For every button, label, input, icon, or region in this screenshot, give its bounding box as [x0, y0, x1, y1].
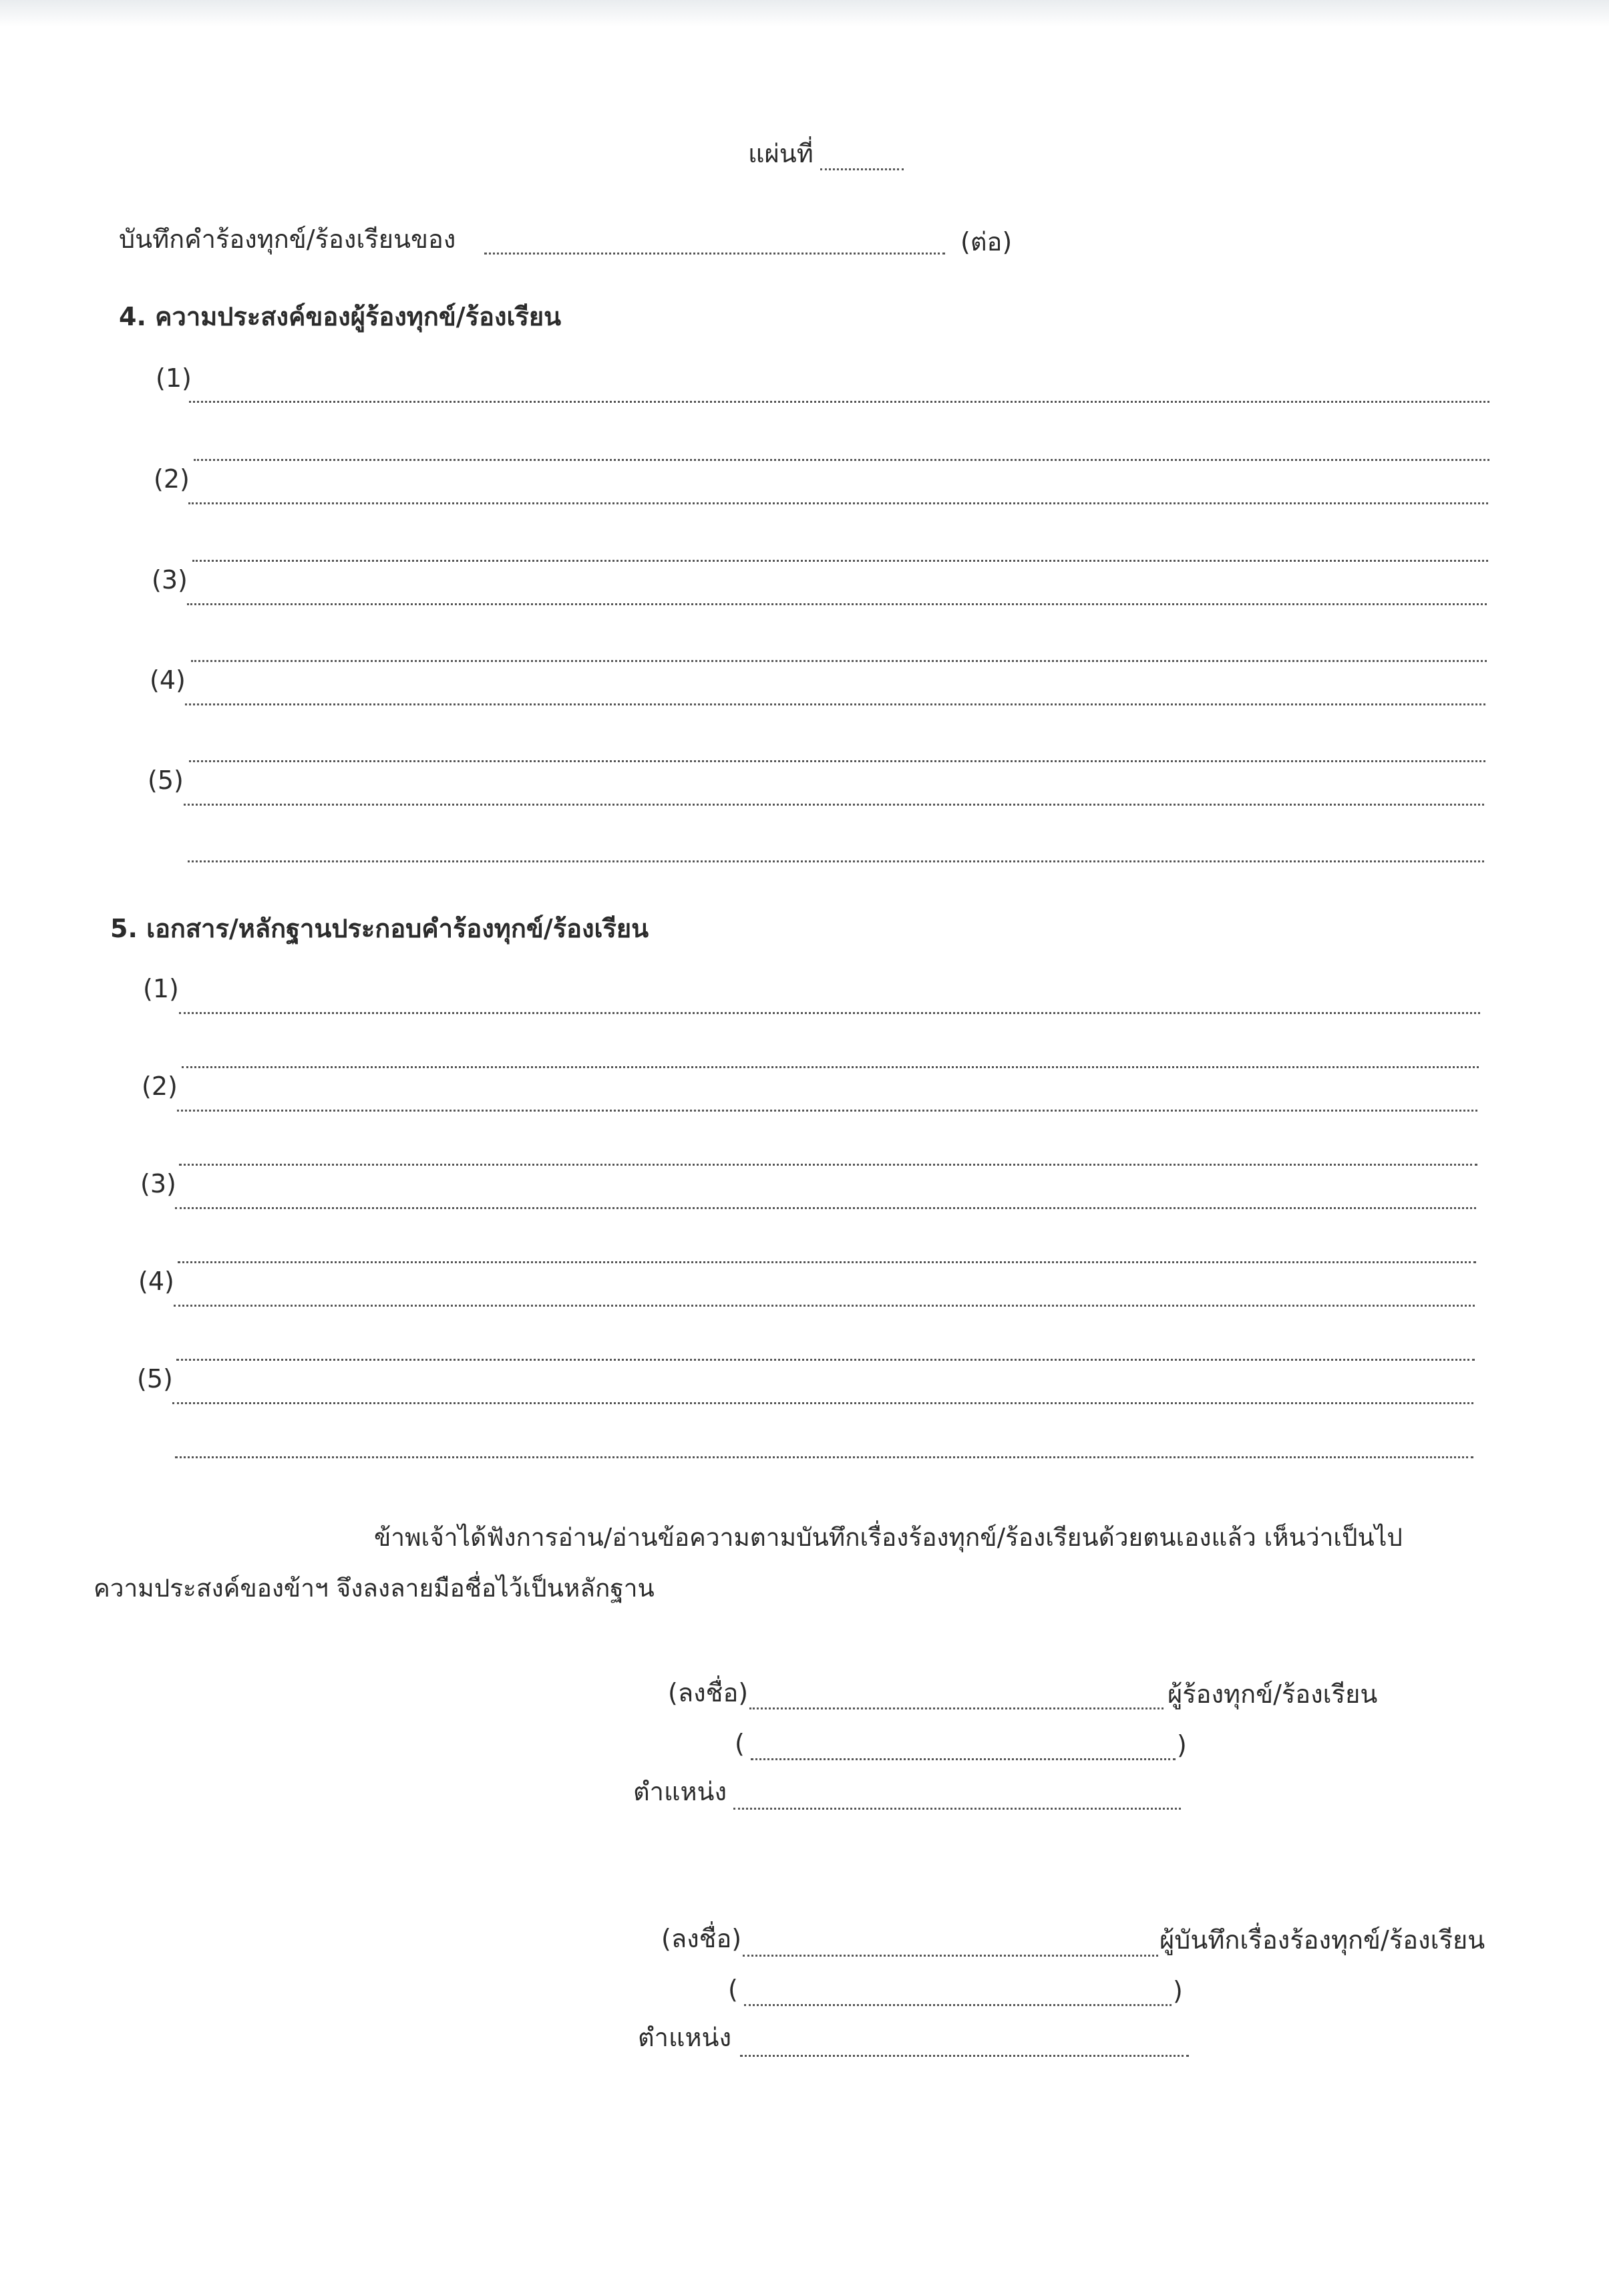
signature2-position-field[interactable] [740, 2055, 1189, 2057]
section5-item-label: (4) [138, 1267, 174, 1296]
sheet-label: แผ่นที่ [748, 139, 814, 168]
section4-item1-line1[interactable] [189, 401, 1489, 403]
record-continued: (ต่อ) [960, 227, 1013, 257]
signature1-position-field[interactable] [733, 1808, 1181, 1810]
section4-item-label: (3) [152, 565, 188, 595]
sheet-number-field[interactable] [820, 168, 904, 170]
signature1-paren-close: ) [1177, 1730, 1187, 1760]
section4-item2-line2[interactable] [192, 560, 1488, 562]
signature1-field[interactable] [749, 1707, 1164, 1709]
section4-item5-line2[interactable] [188, 860, 1484, 862]
signature1-label: (ลงชื่อ) [668, 1678, 749, 1707]
section4-item3-line1[interactable] [187, 603, 1487, 605]
signature1-position-label: ตำแหน่ง [633, 1777, 727, 1806]
section4-item2-line1[interactable] [188, 502, 1488, 504]
signature1-name-field[interactable] [751, 1758, 1176, 1760]
section4-item1-line2[interactable] [194, 459, 1489, 461]
section5-item-label: (2) [142, 1072, 178, 1101]
section4-item-label: (1) [156, 363, 192, 393]
scan-edge [0, 0, 1609, 27]
section5-item1-line2[interactable] [182, 1066, 1479, 1068]
section4-item4-line2[interactable] [189, 760, 1485, 762]
statement-line2: ความประสงค์ของข้าฯ จึงลงลายมือชื่อไว้เป็นหลักฐาน [94, 1574, 655, 1603]
statement-line1: ข้าพเจ้าได้ฟังการอ่าน/อ่านข้อความตามบันทึกเรื่องร้องทุกข์/ร้องเรียนด้วยตนเองแล้ว เห็นว่าเป็นไป [374, 1523, 1403, 1552]
section5-item4-line2[interactable] [176, 1359, 1475, 1361]
signature2-field[interactable] [743, 1955, 1158, 1957]
section4-item-label: (4) [150, 665, 186, 695]
section5-item5-line2[interactable] [175, 1456, 1473, 1458]
section5-item2-line1[interactable] [177, 1110, 1477, 1112]
section4-item4-line1[interactable] [185, 703, 1485, 705]
signature1-paren-open: ( [735, 1729, 745, 1758]
section5-item2-line2[interactable] [179, 1164, 1477, 1166]
signature2-position-label: ตำแหน่ง [638, 2023, 732, 2052]
section4-item3-line2[interactable] [191, 660, 1487, 662]
section4-item-label: (5) [148, 766, 184, 795]
section5-item-label: (1) [143, 974, 179, 1003]
signature2-name-field[interactable] [744, 2004, 1172, 2006]
signature2-role: ผู้บันทึกเรื่องร้องทุกข์/ร้องเรียน [1159, 1925, 1485, 1955]
signature2-paren-close: ) [1173, 1976, 1183, 2005]
record-title: บันทึกคำร้องทุกข์/ร้องเรียนของ [119, 224, 456, 254]
section5-item-label: (5) [137, 1364, 173, 1393]
section5-item4-line1[interactable] [174, 1305, 1475, 1307]
section5-item1-line1[interactable] [179, 1012, 1480, 1014]
section4-item5-line1[interactable] [184, 804, 1484, 806]
section5-heading: 5. เอกสาร/หลักฐานประกอบคำร้องทุกข์/ร้องเรียน [110, 914, 649, 943]
signature2-paren-open: ( [728, 1975, 738, 2004]
section5-item-label: (3) [140, 1169, 176, 1198]
section4-item-label: (2) [154, 464, 190, 494]
signature1-role: ผู้ร้องทุกข์/ร้องเรียน [1168, 1679, 1378, 1709]
complainant-name-field[interactable] [484, 253, 945, 255]
section5-item5-line1[interactable] [172, 1402, 1473, 1404]
signature2-label: (ลงชื่อ) [661, 1924, 742, 1953]
section5-item3-line2[interactable] [178, 1261, 1476, 1263]
section4-heading: 4. ความประสงค์ของผู้ร้องทุกข์/ร้องเรียน [119, 302, 562, 331]
section5-item3-line1[interactable] [175, 1207, 1476, 1209]
